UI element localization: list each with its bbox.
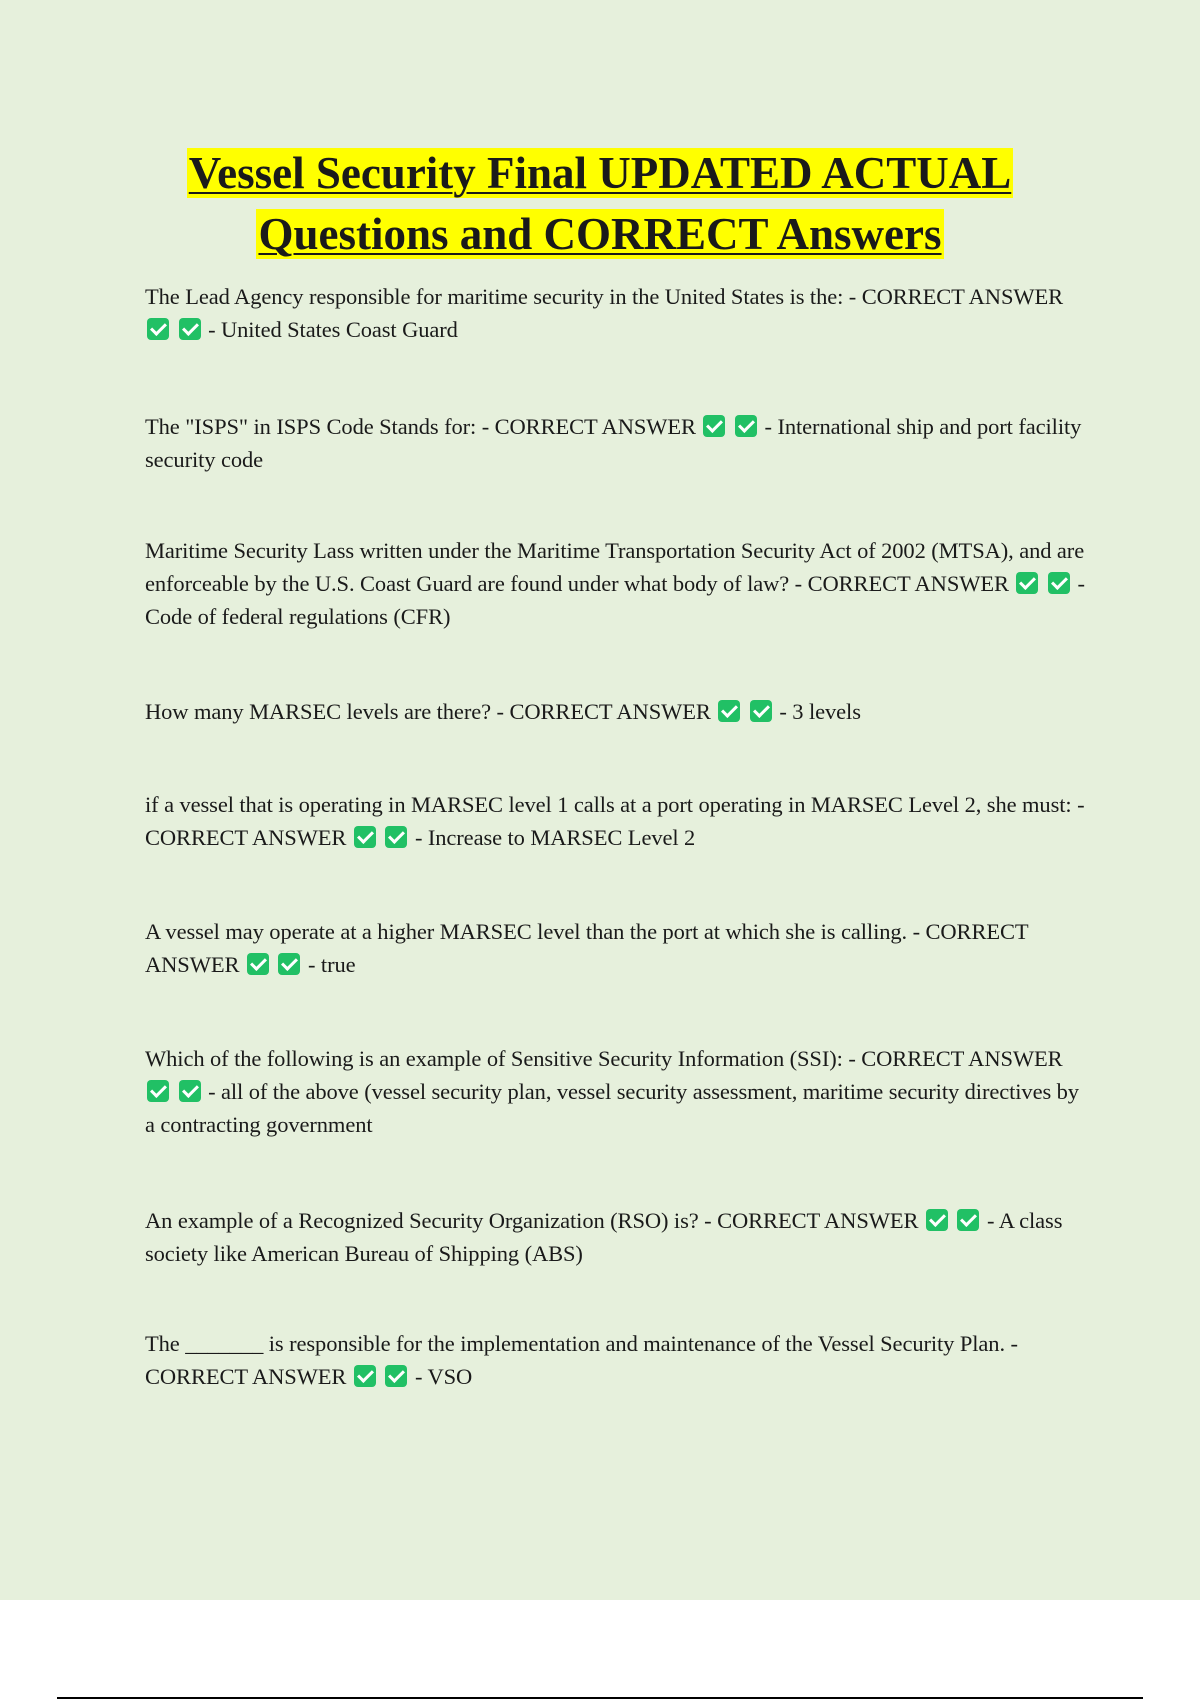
answer-marker: - CORRECT ANSWER [704,1208,919,1233]
title-line-1: Vessel Security Final UPDATED ACTUAL [188,148,1012,198]
green-check-mark-icon [179,1080,201,1102]
answer-text: - Increase to MARSEC Level 2 [414,825,696,850]
question-text: A vessel may operate at a higher MARSEC level than the port at which she is calling. [145,919,908,944]
green-check-mark-icon [179,318,201,340]
answer-text: - 3 levels [779,699,861,724]
green-check-mark-icon [750,700,772,722]
question-text: Which of the following is an example of Sensitive Security Information (SSI): [145,1046,843,1071]
green-check-mark-icon [147,318,169,340]
answer-text: - true [308,952,356,977]
answer-marker: - CORRECT ANSWER [848,284,1064,309]
answer-marker: - CORRECT ANSWER [145,1331,1018,1389]
answer-marker: - CORRECT ANSWER [145,792,1085,850]
green-check-mark-icon [385,1365,407,1387]
answer-marker: - CORRECT ANSWER [481,414,696,439]
green-check-mark-icon [354,826,376,848]
answer-text: - International ship and port facility security code [145,414,1082,472]
green-check-mark-icon [1048,572,1070,594]
green-check-mark-icon [147,1080,169,1102]
green-check-mark-icon [385,826,407,848]
green-check-mark-icon [735,415,757,437]
answer-marker: - CORRECT ANSWER [496,699,711,724]
qa-item-7 [145,1042,1090,1141]
question-text: Maritime Security Lass written under the Maritime Transportation Security Act of 2002 (MTSA), and are enforceable by the U.S. Coast Guard are found under what body of law? [145,538,1085,596]
question-text: An example of a Recognized Security Organization (RSO) is? [145,1208,699,1233]
answer-marker: - CORRECT ANSWER [794,571,1009,596]
question-text: The _______ is responsible for the implementation and maintenance of the Vessel Security Plan. [145,1331,1005,1356]
answer-text: - VSO [414,1364,473,1389]
green-check-mark-icon [354,1365,376,1387]
answer-marker: - CORRECT ANSWER [848,1046,1063,1071]
green-check-mark-icon [703,415,725,437]
green-check-mark-icon [278,953,300,975]
answer-marker: - CORRECT ANSWER [145,919,1029,977]
green-check-mark-icon [247,953,269,975]
answer-text: - Code of federal regulations (CFR) [145,571,1085,629]
green-check-mark-icon [1016,572,1038,594]
qa-item-3 [145,534,1090,633]
answer-text: - all of the above (vessel security plan, vessel security assessment, maritime security directives by a contracting government [145,1079,1079,1137]
qa-item-1 [145,280,1090,346]
qa-item-4 [145,695,1090,728]
document-title [100,143,1100,265]
question-text: if a vessel that is operating in MARSEC level 1 calls at a port operating in MARSEC Level 2, she must: [145,792,1072,817]
qa-item-6 [145,915,1090,981]
qa-item-9 [145,1327,1090,1393]
qa-item-8 [145,1204,1090,1270]
footer-divider [57,1697,1143,1699]
answer-text: - A class society like American Bureau of Shipping (ABS) [145,1208,1063,1266]
green-check-mark-icon [957,1209,979,1231]
question-text: The Lead Agency responsible for maritime security in the United States is the: [145,284,844,309]
question-text: How many MARSEC levels are there? [145,699,491,724]
qa-item-2 [145,410,1090,476]
question-text: The "ISPS" in ISPS Code Stands for: [145,414,477,439]
green-check-mark-icon [926,1209,948,1231]
qa-item-5 [145,788,1090,854]
green-check-mark-icon [718,700,740,722]
title-line-2: Questions and CORRECT Answers [258,209,942,259]
answer-text: - United States Coast Guard [208,317,458,342]
